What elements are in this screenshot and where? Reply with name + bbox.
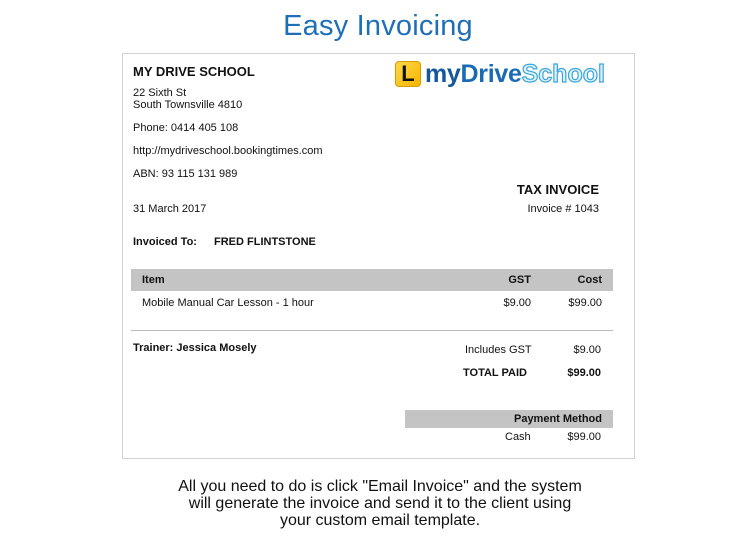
payment-amount: $99.00 (567, 431, 601, 443)
logo-text-my: my (425, 59, 461, 88)
logo-text-school: School (521, 59, 605, 88)
includes-gst-value: $9.00 (573, 344, 601, 356)
business-phone: Phone: 0414 405 108 (133, 122, 239, 134)
payment-method-header-label: Payment Method (513, 413, 602, 425)
payment-method-header (405, 410, 613, 428)
trainer-name: Trainer: Jessica Mosely (133, 342, 257, 354)
line-item-description: Mobile Manual Car Lesson - 1 hour (142, 297, 314, 309)
payment-method: Cash (505, 431, 531, 443)
table-row (131, 291, 613, 315)
invoiced-to-name: FRED FLINTSTONE (214, 236, 316, 248)
caption-line-2: will generate the invoice and send it to the client using (188, 495, 572, 512)
line-items-header (131, 269, 613, 291)
invoice-date: 31 March 2017 (133, 203, 207, 215)
page-title: Easy Invoicing (283, 10, 473, 42)
line-item-gst: $9.00 (503, 297, 531, 309)
business-name: MY DRIVE SCHOOL (133, 64, 255, 79)
column-header-gst: GST (508, 274, 531, 286)
business-address-line2: South Townsville 4810 (133, 99, 243, 111)
invoice-number: Invoice # 1043 (527, 203, 599, 215)
business-address-line1: 22 Sixth St (133, 87, 187, 99)
total-paid-value: $99.00 (567, 367, 601, 379)
invoice-document (122, 53, 635, 459)
line-item-cost: $99.00 (568, 297, 602, 309)
business-abn: ABN: 93 115 131 989 (133, 168, 238, 180)
column-header-item: Item (142, 274, 165, 286)
company-logo (395, 58, 605, 90)
total-paid-label: TOTAL PAID (463, 367, 527, 379)
caption (100, 478, 660, 529)
business-website: http://mydriveschool.bookingtimes.com (133, 145, 323, 157)
logo-text-drive: Drive (460, 59, 522, 88)
divider (131, 330, 613, 331)
caption-line-1: All you need to do is click "Email Invoice" and the system (178, 478, 582, 495)
l-plate-icon: L (395, 61, 421, 87)
invoiced-to-label: Invoiced To: (133, 236, 197, 248)
column-header-cost: Cost (577, 274, 602, 286)
invoice-heading: TAX INVOICE (516, 182, 599, 197)
includes-gst-label: Includes GST (465, 344, 532, 356)
caption-line-3: your custom email template. (279, 512, 481, 529)
